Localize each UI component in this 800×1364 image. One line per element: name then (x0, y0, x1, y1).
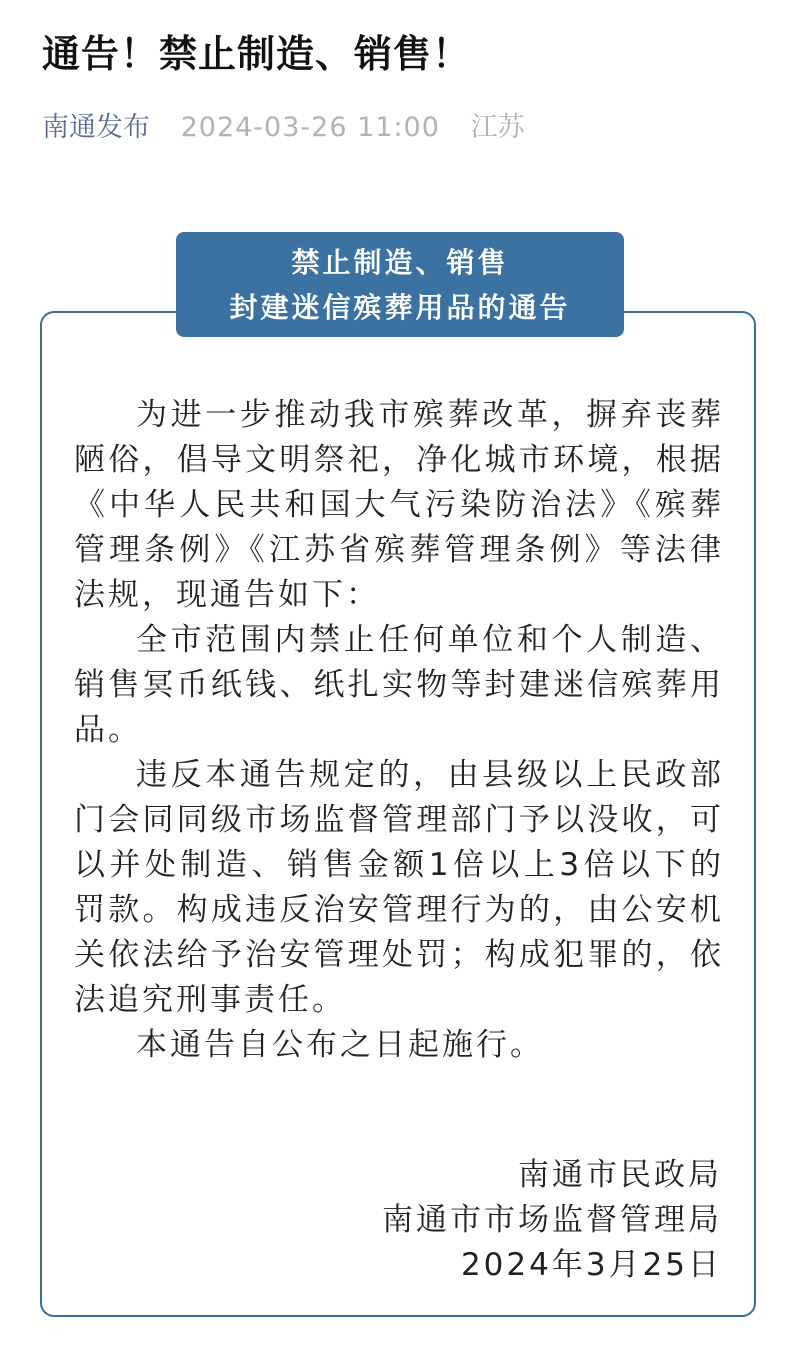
publish-time: 2024-03-26 11:00 (180, 112, 440, 143)
notice-paragraph-prohibition: 全市范围内禁止任何单位和个人制造、销售冥币纸钱、纸扎实物等封建迷信殡葬用品。 (74, 622, 724, 748)
notice-signature (382, 1153, 722, 1288)
article-meta (42, 108, 525, 148)
notice-header-line1: 禁止制造、销售 (291, 246, 509, 279)
source-link[interactable]: 南通发布 (42, 112, 150, 143)
notice-header-line2: 封建迷信殡葬用品的通告 (229, 291, 571, 324)
article-title: 通告！禁止制造、销售！ (42, 32, 472, 76)
notice-header (176, 232, 624, 337)
signature-org-civil-affairs: 南通市民政局 (518, 1157, 722, 1193)
notice-paragraph-intro: 为进一步推动我市殡葬改革，摒弃丧葬陋俗，倡导文明祭祀，净化城市环境，根据《中华人民共和国大气污染防治法》《殡葬管理条例》《江苏省殡葬管理条例》等法律法规，现通告如下： (74, 397, 724, 613)
notice-paragraph-effective: 本通告自公布之日起施行。 (136, 1027, 544, 1063)
notice-body (74, 393, 724, 1068)
signature-org-market-supervision: 南通市市场监督管理局 (382, 1202, 722, 1238)
notice-paragraph-penalty: 违反本通告规定的，由县级以上民政部门会同同级市场监督管理部门予以没收，可以并处制造、销售金额1倍以上3倍以下的罚款。构成违反治安管理行为的，由公安机关依法给予治安管理处罚；构成犯罪的，依法追究刑事责任。 (74, 757, 724, 1018)
publish-location: 江苏 (470, 112, 525, 143)
signature-date: 2024年3月25日 (460, 1247, 722, 1283)
